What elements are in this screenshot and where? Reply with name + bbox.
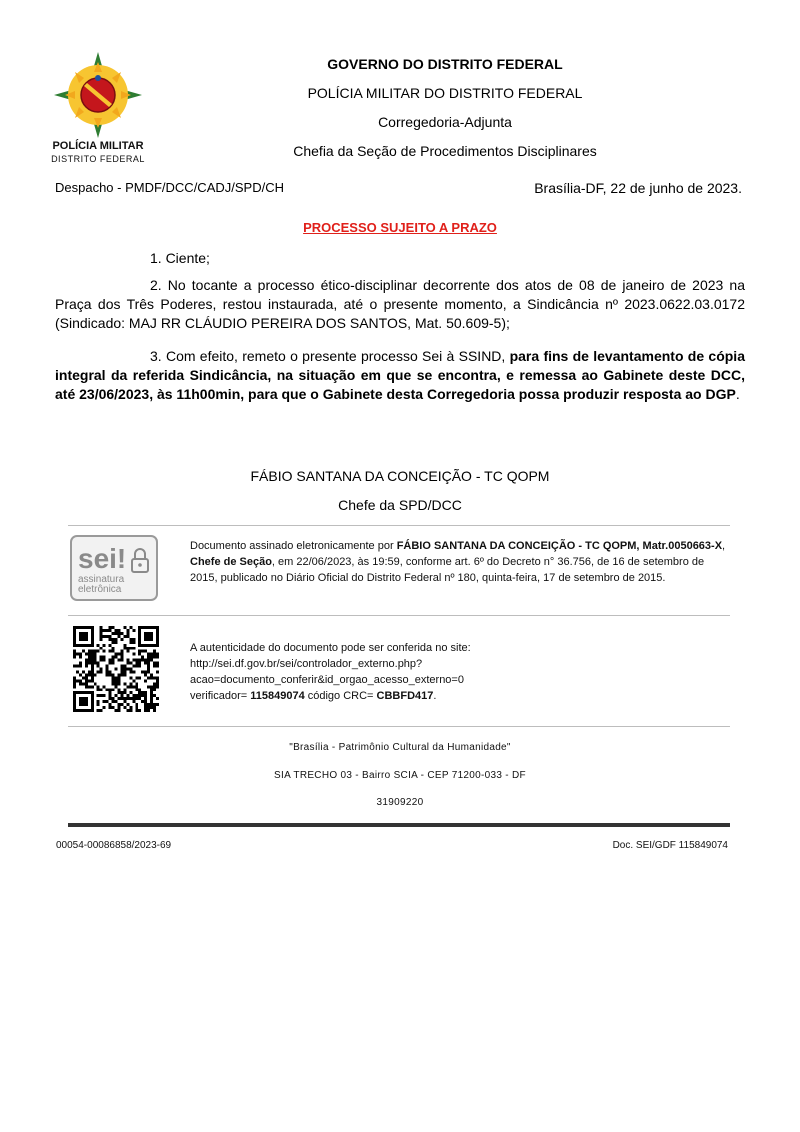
auth-line-1: A autenticidade do documento pode ser conferida no site:	[190, 642, 471, 654]
paragraph-2	[55, 276, 745, 333]
header-government: GOVERNO DO DISTRITO FEDERAL	[327, 56, 563, 72]
sig-suffix: , em 22/06/2023, às 19:59, conforme art. 6º do Decreto n° 36.756, de 16 de setembro de 2015, publicado no Diário Oficial do Distrito Federal nº 180, quinta-feira, 17 de setembro de 2015.	[190, 556, 705, 584]
header-section: Chefia da Seção de Procedimentos Disciplinares	[293, 143, 597, 159]
paragraph-1-text: 1. Ciente;	[150, 250, 210, 266]
sig-mid: ,	[722, 540, 726, 552]
pmdf-logo	[44, 50, 152, 168]
auth-codes	[190, 688, 730, 704]
signer-name: FÁBIO SANTANA DA CONCEIÇÃO - TC QOPM	[250, 468, 550, 484]
document-reference: Despacho - PMDF/DCC/CADJ/SPD/CH	[55, 180, 284, 195]
logo-title: POLÍCIA MILITAR	[52, 140, 144, 152]
logo-subtitle: DISTRITO FEDERAL	[51, 154, 145, 164]
header-police: POLÍCIA MILITAR DO DISTRITO FEDERAL	[307, 85, 583, 101]
footer-motto: "Brasília - Patrimônio Cultural da Humanidade"	[289, 742, 511, 753]
sei-badge-line2: eletrônica	[78, 584, 122, 595]
divider	[68, 726, 730, 727]
verifier-code: 115849074	[250, 690, 305, 702]
qr-code	[73, 626, 159, 712]
pmdf-emblem-icon	[44, 50, 152, 140]
auth-end: .	[433, 690, 437, 702]
footer-address: SIA TRECHO 03 - Bairro SCIA - CEP 71200-033 - DF	[274, 770, 526, 781]
electronic-signature-text	[190, 538, 730, 586]
paragraph-3-bold: para fins de levantamento de cópia integral da referida Sindicância, na situação em que se encontra, e remessa ao Gabinete deste DCC, até 23/06/2023, às 11h00min, para que o Gabinete desta Corregedoria possa produzir resposta ao DGP	[55, 348, 745, 402]
paragraph-3-start: 3. Com efeito, remeto o presente processo Sei à SSIND,	[150, 348, 510, 364]
footer-phone: 31909220	[376, 797, 424, 808]
qr-code-icon	[73, 626, 159, 712]
paragraph-3	[55, 347, 745, 404]
sei-signature-badge	[70, 535, 158, 601]
signer-role: Chefe da SPD/DCC	[338, 497, 462, 513]
divider	[68, 615, 730, 616]
paragraph-2-text: 2. No tocante a processo ético-disciplinar decorrente dos atos de 08 de janeiro de 2023 na Praça dos Três Poderes, restou instaurada, até o presente momento, a Sindicância nº 2023.0622.03.0172 (Sindicado: MAJ RR CLÁUDIO PEREIRA DOS SANTOS, Mat. 50.609-5);	[55, 277, 745, 331]
sei-brand: sei!	[78, 543, 127, 574]
auth-url[interactable]: http://sei.df.gov.br/sei/controlador_externo.php?	[190, 658, 423, 670]
deadline-notice: PROCESSO SUJEITO A PRAZO	[303, 220, 497, 235]
sig-signer: FÁBIO SANTANA DA CONCEIÇÃO - TC QOPM, Matr.0050663-X	[396, 540, 723, 552]
sig-prefix: Documento assinado eletronicamente por	[190, 540, 397, 552]
header-department: Corregedoria-Adjunta	[378, 114, 512, 130]
footer-rule	[68, 823, 730, 827]
divider	[68, 525, 730, 526]
paragraph-1	[55, 249, 745, 268]
crc-code: CBBFD417	[376, 690, 434, 702]
process-number: 00054-00086858/2023-69	[56, 840, 172, 851]
doc-number: Doc. SEI/GDF 115849074	[612, 840, 728, 851]
document-date: Brasília-DF, 22 de junho de 2023.	[534, 180, 742, 196]
authenticity-text	[190, 640, 730, 704]
sei-badge-icon	[70, 535, 158, 601]
verifier-label: verificador=	[190, 690, 251, 702]
crc-label: código CRC=	[304, 690, 377, 702]
auth-url-params: acao=documento_conferir&id_orgao_acesso_externo=0	[190, 674, 464, 686]
paragraph-3-end: .	[735, 386, 740, 402]
sei-badge-line1: assinatura	[78, 574, 125, 585]
sig-role: Chefe de Seção	[190, 556, 272, 568]
